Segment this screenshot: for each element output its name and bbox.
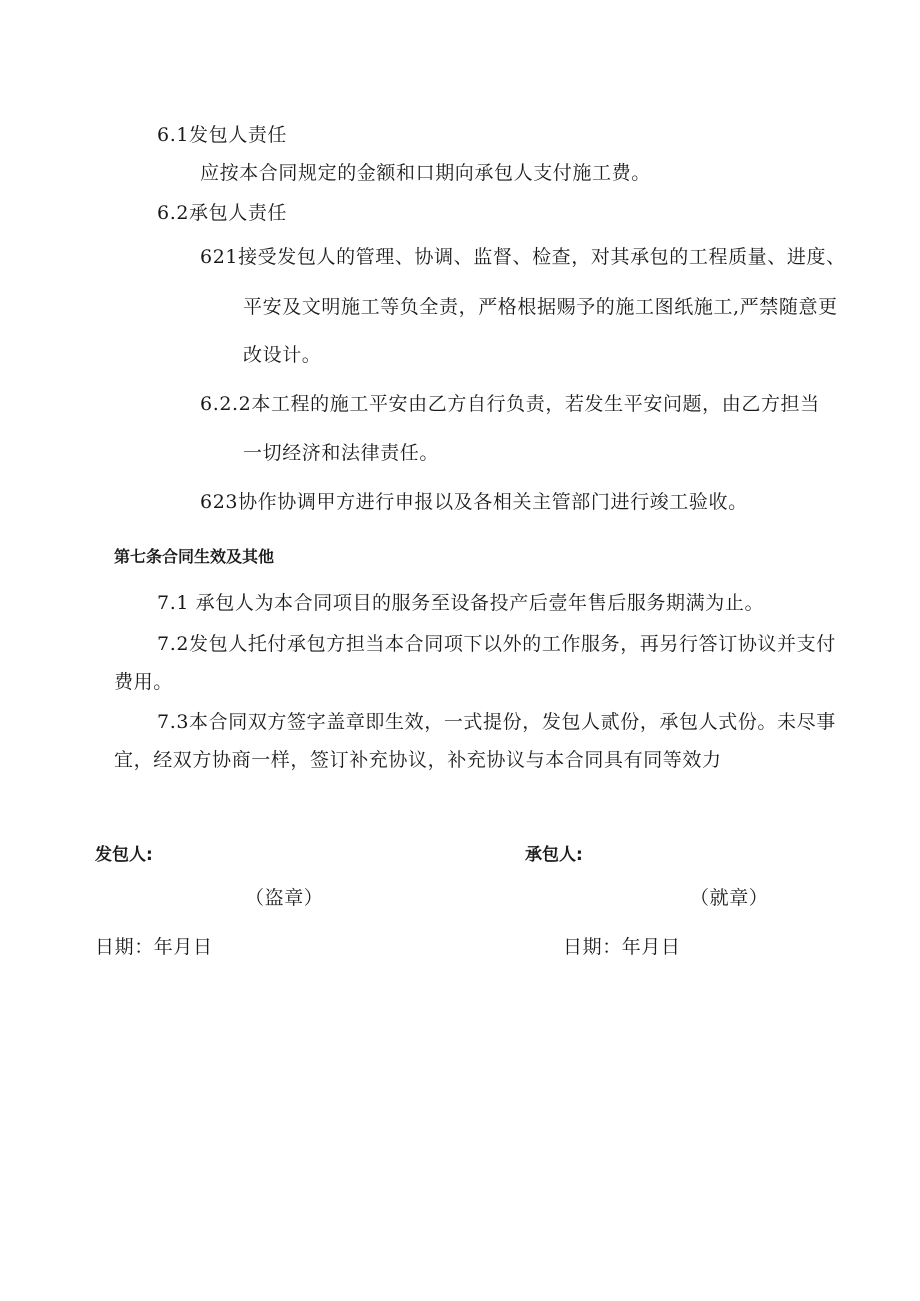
party-a-label: 发包人: bbox=[95, 845, 153, 865]
clause-6-1-text: 应按本合同规定的金额和口期向承包人支付施工费。 bbox=[200, 162, 651, 184]
clause-6-2-1-line-3: 改设计。 bbox=[243, 344, 322, 366]
clause-7-3-line-2: 宜，经双方协商一样，签订补充协议，补充协议与本合同具有同等效力 bbox=[114, 749, 722, 771]
clause-7-1-line-1: 7.1 承包人为本合同项目的服务至设备投产后壹年售后服务期满为止。 bbox=[157, 592, 765, 614]
clause-6-2-2-line-2: 一切经济和法律责任。 bbox=[243, 442, 440, 464]
clause-6-2-1-line-1: 621接受发包人的管理、协调、监督、检查，对其承包的工程质量、进度、 bbox=[200, 246, 846, 268]
clause-7-2-line-2: 费用。 bbox=[114, 671, 173, 693]
section-7-heading: 第七条合同生效及其他 bbox=[114, 547, 275, 566]
party-b-date: 日期：年月日 bbox=[563, 936, 681, 958]
clause-6-2-3-line-1: 623协作协调甲方进行申报以及各相关主管部门进行竣工验收。 bbox=[200, 491, 748, 513]
party-b-label: 承包人: bbox=[525, 845, 583, 865]
clause-7-3-line-1: 7.3本合同双方签字盖章即生效，一式提份，发包人贰份，承包人式份。未尽事 bbox=[157, 711, 836, 733]
party-a-seal: （盗章） bbox=[245, 887, 324, 909]
clause-6-2-1-line-2: 平安及文明施工等负全责，严格根据赐予的施工图纸施工,严禁随意更 bbox=[243, 296, 838, 318]
party-b-seal: （就章） bbox=[690, 887, 769, 909]
clause-6-1-title: 6.1发包人责任 bbox=[157, 124, 288, 146]
clause-7-2-line-1: 7.2发包人托付承包方担当本合同项下以外的工作服务，再另行答订协议并支付 bbox=[157, 633, 836, 655]
party-a-date: 日期：年月日 bbox=[95, 936, 213, 958]
clause-6-2-2-line-1: 6.2.2本工程的施工平安由乙方自行负责，若发生平安问题，由乙方担当 bbox=[200, 393, 820, 415]
clause-6-2-title: 6.2承包人责任 bbox=[157, 202, 288, 224]
